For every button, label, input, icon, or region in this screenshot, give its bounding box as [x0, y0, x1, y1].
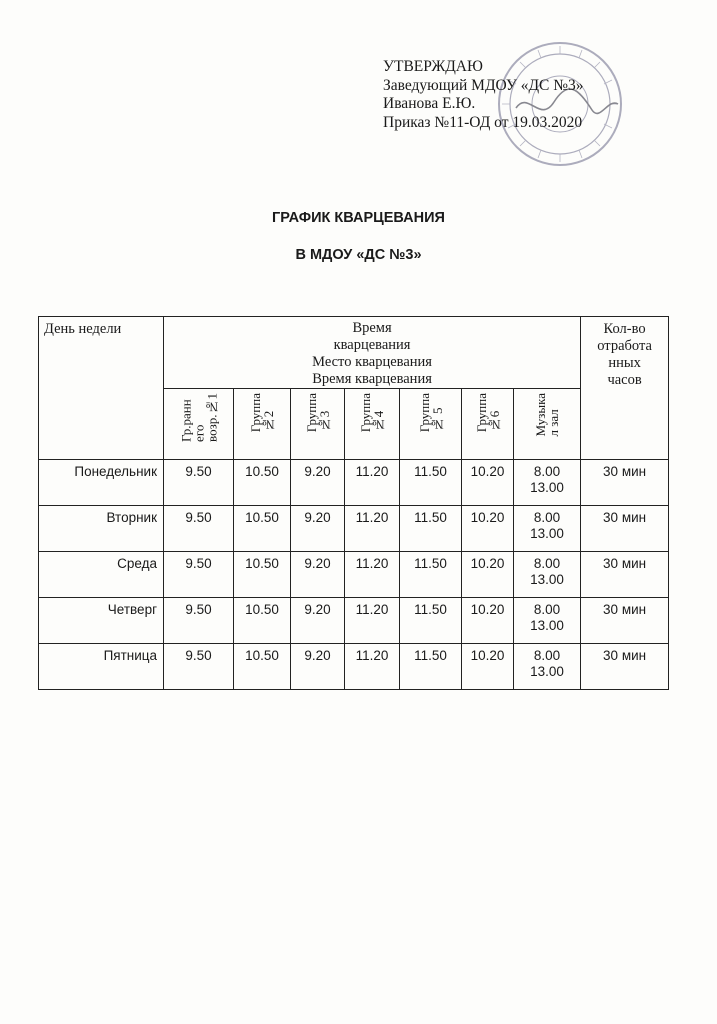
- hours-cell: 30 мин: [581, 598, 669, 644]
- table-row: [39, 598, 669, 644]
- header-time-line: кварцевания: [333, 337, 411, 353]
- table-row: [39, 460, 669, 506]
- page-title: ГРАФИК КВАРЦЕВАНИЯ: [272, 210, 445, 226]
- column-header-group5: Группа № 5: [400, 389, 462, 460]
- group6-time: 10.20: [462, 644, 514, 690]
- group1-time: 9.50: [164, 598, 234, 644]
- music-hall-time: 13.00: [530, 480, 564, 495]
- header-hours-line: отработа: [597, 338, 652, 354]
- music-hall-time: 8.00: [533, 602, 561, 617]
- group5-time: 11.50: [400, 644, 462, 690]
- music-hall-time: 13.00: [530, 664, 564, 679]
- group6-time: 10.20: [462, 552, 514, 598]
- music-hall-time: 8.00: [533, 648, 561, 663]
- header-day: День недели: [39, 317, 164, 460]
- music-hall-time: 8.00: [533, 556, 561, 571]
- music-hall-times: [514, 460, 581, 506]
- group1-time: 9.50: [164, 644, 234, 690]
- group3-time: 9.20: [291, 506, 345, 552]
- group6-time: 10.20: [462, 460, 514, 506]
- approval-line: Приказ №11-ОД от 19.03.2020: [383, 113, 583, 131]
- header-time-line: Время кварцевания: [312, 371, 432, 387]
- header-time-line: Место кварцевания: [312, 354, 432, 370]
- group3-time: 9.20: [291, 552, 345, 598]
- group4-time: 11.20: [345, 644, 400, 690]
- group3-time: 9.20: [291, 644, 345, 690]
- table-row: [39, 506, 669, 552]
- day-cell: Пятница: [39, 644, 164, 690]
- group1-time: 9.50: [164, 552, 234, 598]
- music-hall-times: [514, 506, 581, 552]
- header-hours-line: Кол-во: [603, 321, 646, 337]
- group1-time: 9.50: [164, 460, 234, 506]
- group2-time: 10.50: [234, 552, 291, 598]
- group4-time: 11.20: [345, 598, 400, 644]
- group1-time: 9.50: [164, 506, 234, 552]
- group2-time: 10.50: [234, 644, 291, 690]
- column-header-group3: Группа №3: [291, 389, 345, 460]
- group6-time: 10.20: [462, 598, 514, 644]
- group4-time: 11.20: [345, 460, 400, 506]
- hours-cell: 30 мин: [581, 644, 669, 690]
- approval-line: Заведующий МДОУ «ДС №3»: [383, 76, 584, 94]
- column-header-group2: Группа №2: [234, 389, 291, 460]
- music-hall-time: 13.00: [530, 618, 564, 633]
- music-hall-times: [514, 644, 581, 690]
- column-header-group1: Гр.ранн его возр.№1: [164, 389, 234, 460]
- hours-cell: 30 мин: [581, 460, 669, 506]
- music-hall-times: [514, 552, 581, 598]
- group6-time: 10.20: [462, 506, 514, 552]
- header-hours: [581, 317, 669, 460]
- group3-time: 9.20: [291, 460, 345, 506]
- approval-line: Иванова Е.Ю.: [383, 95, 476, 112]
- group2-time: 10.50: [234, 598, 291, 644]
- group5-time: 11.50: [400, 506, 462, 552]
- header-time: [164, 317, 581, 389]
- group4-time: 11.20: [345, 552, 400, 598]
- table-row: [39, 644, 669, 690]
- header-hours-line: часов: [607, 372, 642, 388]
- group3-time: 9.20: [291, 598, 345, 644]
- day-cell: Понедельник: [39, 460, 164, 506]
- group4-time: 11.20: [345, 506, 400, 552]
- schedule-table: [38, 316, 669, 690]
- page-subtitle: В МДОУ «ДС №3»: [295, 247, 422, 263]
- music-hall-time: 8.00: [533, 464, 561, 479]
- hours-cell: 30 мин: [581, 506, 669, 552]
- day-cell: Вторник: [39, 506, 164, 552]
- header-time-line: Время: [352, 320, 392, 336]
- header-hours-line: нных: [608, 355, 641, 371]
- column-header-group6: Группа №6: [462, 389, 514, 460]
- group2-time: 10.50: [234, 506, 291, 552]
- column-header-music-hall: Музыка л зал: [514, 389, 581, 460]
- music-hall-time: 13.00: [530, 526, 564, 541]
- hours-cell: 30 мин: [581, 552, 669, 598]
- approval-block: [383, 58, 584, 132]
- group5-time: 11.50: [400, 460, 462, 506]
- music-hall-time: 8.00: [533, 510, 561, 525]
- approval-line: УТВЕРЖДАЮ: [383, 58, 483, 75]
- day-cell: Четверг: [39, 598, 164, 644]
- group5-time: 11.50: [400, 598, 462, 644]
- column-header-group4: Группа №4: [345, 389, 400, 460]
- music-hall-times: [514, 598, 581, 644]
- music-hall-time: 13.00: [530, 572, 564, 587]
- group2-time: 10.50: [234, 460, 291, 506]
- day-cell: Среда: [39, 552, 164, 598]
- group5-time: 11.50: [400, 552, 462, 598]
- table-row: [39, 552, 669, 598]
